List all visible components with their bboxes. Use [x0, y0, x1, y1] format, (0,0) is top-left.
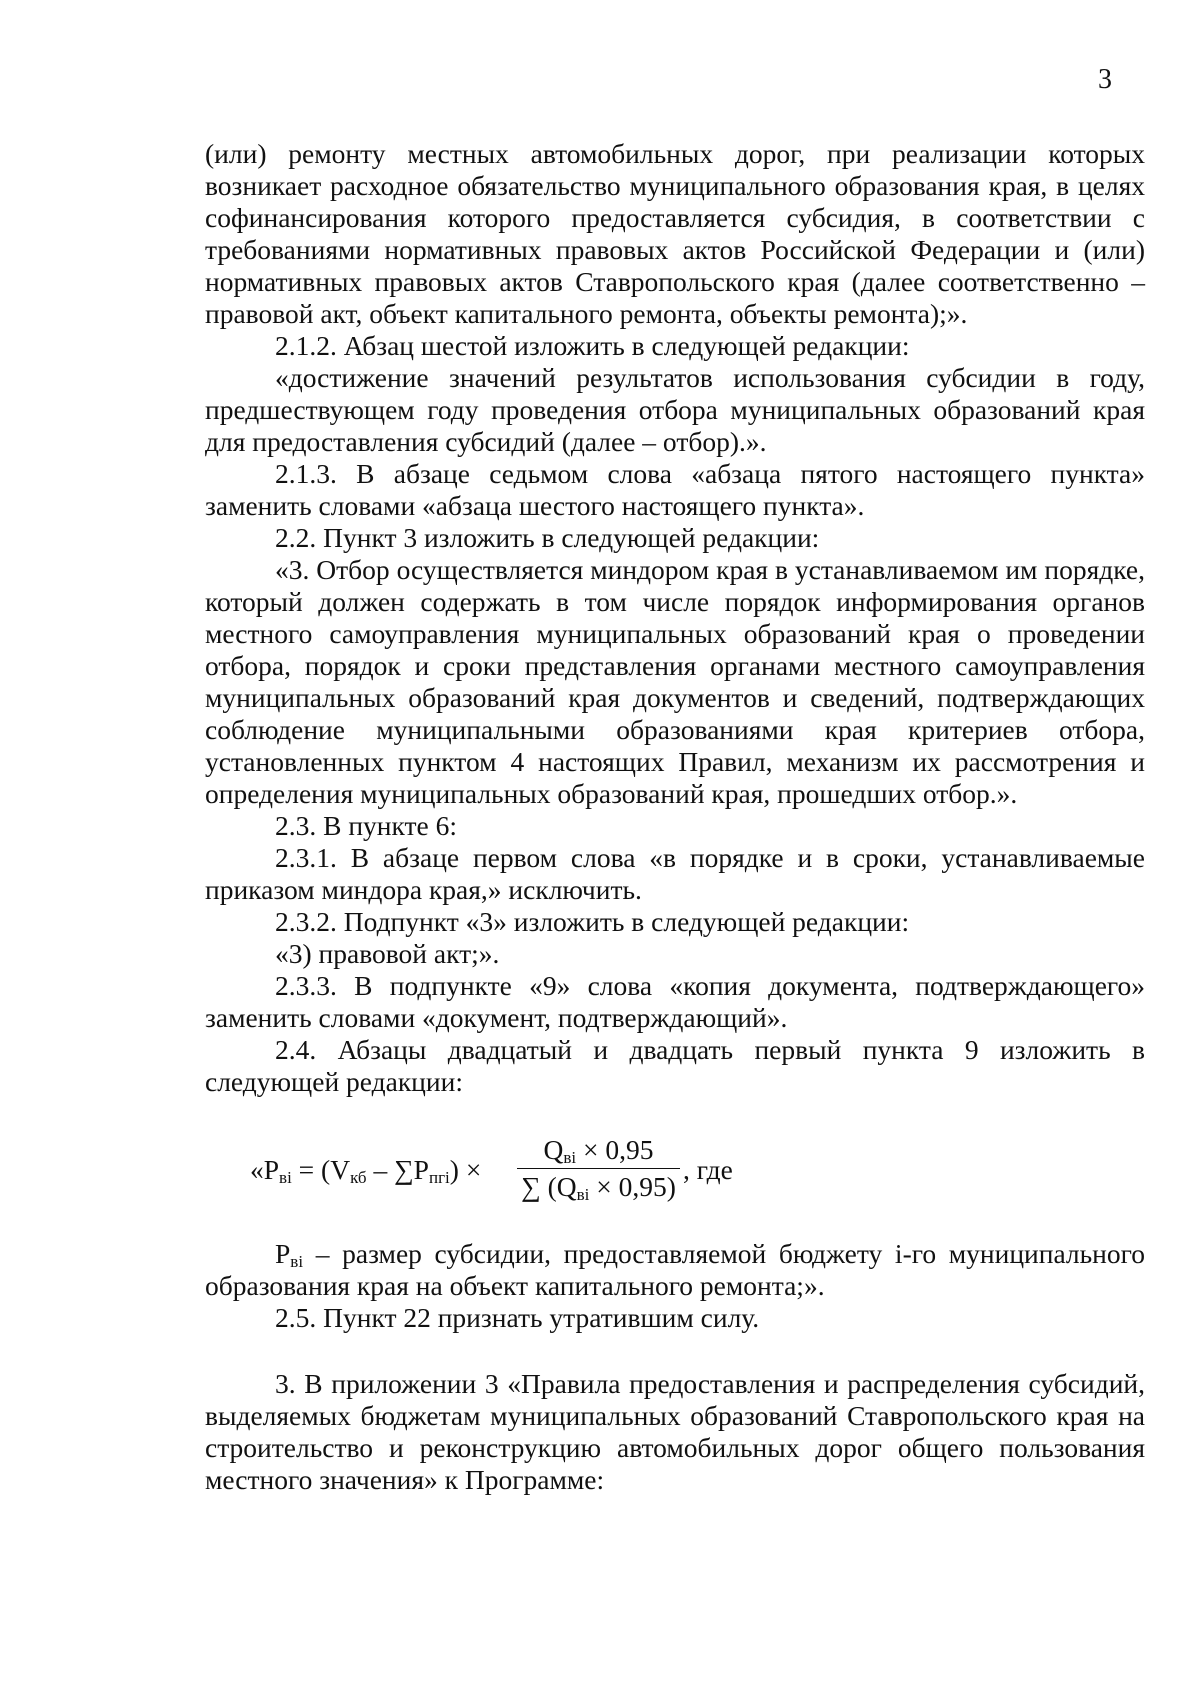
page-number: 3: [1098, 64, 1112, 95]
paragraph: 2.3.2. Подпункт «3» изложить в следующей редакции:: [275, 906, 910, 937]
paragraph: 3. В приложении 3 «Правила предоставления и распределения субсидий, выделяемых бюджетам муниципальных образований Ставропольского края на строительство и реконструкцию автомобильных дорог общего пользования местного значения» к Программе:: [205, 1368, 1145, 1495]
paragraph: 2.3. В пункте 6:: [275, 810, 458, 841]
formula-definition: $P_{вi}$ – размер субсидии, предоставляемой бюджету i-го муниципального образования края на объект капитального ремонта;».: [205, 1238, 1145, 1301]
paragraph: 2.3.3. В подпункте «9» слова «копия документа, подтверждающего» заменить словами «документ, подтверждающий».: [205, 970, 1145, 1033]
paragraph: 2.5. Пункт 22 признать утратившим силу.: [275, 1302, 760, 1333]
paragraph: «3) правовой акт;».: [275, 938, 500, 969]
paragraph: 2.2. Пункт 3 изложить в следующей редакции:: [275, 522, 820, 553]
paragraph: (или) ремонту местных автомобильных дорог, при реализации которых возникает расходное обязательство муниципального образования края, в целях софинансирования которого предоставляется субсидия, в соответствии с требованиями нормативных правовых актов Российской Федерации и (или) нормативных правовых актов Ставропольского края (далее соответственно – правовой акт, объект капитального ремонта, объекты ремонта);».: [205, 138, 1145, 329]
formula-suffix: , где: [683, 1154, 733, 1185]
paragraph: «3. Отбор осуществляется миндором края в устанавливаемом им порядке, который должен содержать в том числе порядок информирования органов местного самоуправления муниципальных образований края о проведении отбора, порядок и сроки представления органами местного самоуправления муниципальных образований края документов и сведений, подтверждающих соблюдение муниципальными образованиями края критериев отбора, установленных пунктом 4 настоящих Правил, механизм их рассмотрения и определения муниципальных образований края, прошедших отбор.».: [205, 554, 1145, 809]
document-body: [205, 138, 1145, 1496]
paragraph: 2.1.2. Абзац шестой изложить в следующей редакции:: [275, 330, 910, 361]
subsidy-formula: [205, 1098, 1145, 1238]
paragraph: «достижение значений результатов использования субсидии в году, предшествующем году проведения отбора муниципальных образований края для предоставления субсидий (далее – отбор).».: [205, 362, 1145, 457]
paragraph: 2.3.1. В абзаце первом слова «в порядке и в сроки, устанавливаемые приказом миндора края,» исключить.: [205, 842, 1145, 905]
paragraph: 2.4. Абзацы двадцатый и двадцать первый пункта 9 изложить в следующей редакции:: [205, 1034, 1145, 1097]
paragraph: 2.1.3. В абзаце седьмом слова «абзаца пятого настоящего пункта» заменить словами «абзаца шестого настоящего пункта».: [205, 458, 1145, 521]
formula-lhs: «$P_{вi} = (V_{кб} - \sum P_{пгi})$ ×: [250, 1154, 482, 1187]
fraction-numerator: $Q_{вi} \times 0,95$: [517, 1134, 680, 1169]
section-gap: [205, 1334, 1145, 1368]
formula-fraction: [517, 1134, 680, 1203]
fraction-denominator: ∑ $(Q_{вi} \times 0,95)$: [521, 1171, 676, 1204]
